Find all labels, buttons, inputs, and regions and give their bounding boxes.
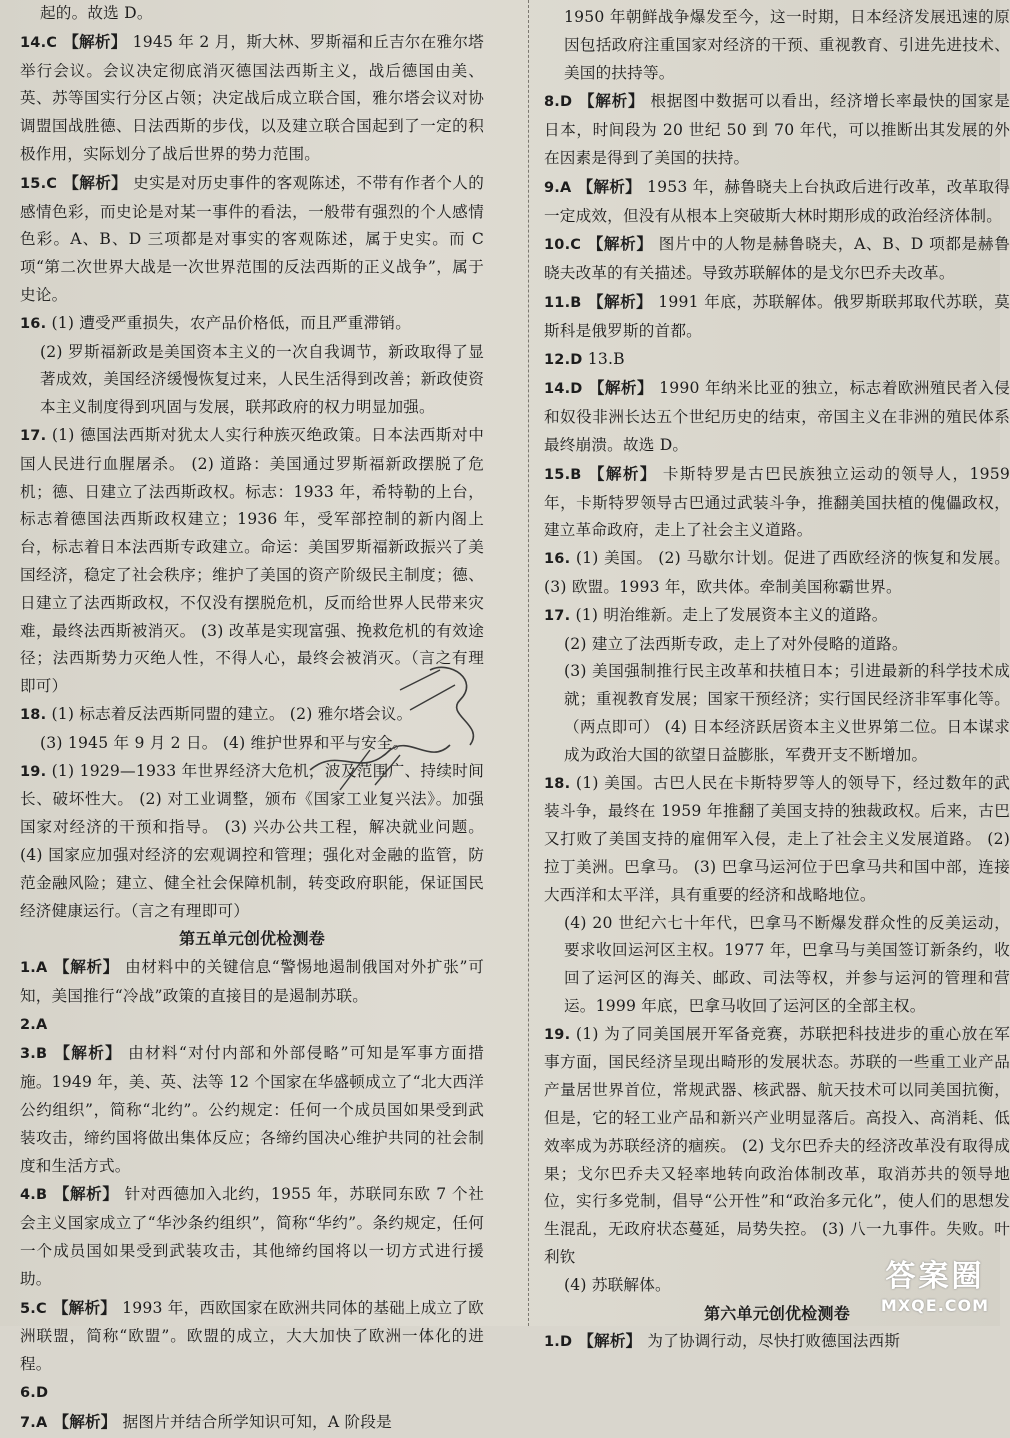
- answer-number: 19.: [544, 1026, 571, 1043]
- answer-item: [20, 953, 484, 1011]
- left-section-items: [20, 953, 484, 1438]
- answer-item: [544, 173, 1010, 231]
- answer-item: [544, 1327, 1010, 1357]
- answer-number: 5.C: [20, 1300, 47, 1317]
- right-column: [540, 0, 1010, 1357]
- answer-text: 1953 年，赫鲁晓夫上台执政后进行改革，改革取得一定成效，但没有从根本上突破斯大林时期形成的政治经济体制。: [544, 177, 1010, 225]
- answer-number: 9.A: [544, 179, 572, 196]
- answer-text: (1) 1929—1933 年世界经济大危机，波及范围广、持续时间长、破坏性大。 (2) 对工业调整，颁布《国家工业复兴法》。加强国家对经济的干预和指导。 (3) 兴办公共工程，解决就业问题。 (4) 国家应加强对经济的宏观调控和管理；强化对金融的监管，防范金融风险；建立、健全社会保障机制，转变政府职能，保证国民经济健康运行。（言之有理即可）: [20, 761, 484, 920]
- answer-text: (1) 美国。古巴人民在卡斯特罗等人的领导下，经过数年的武装斗争，最终在 1959 年推翻了美国支持的独裁政权。后来，古巴又打败了美国支持的雇佣军入侵，走上了社会主义发展道路。 (2) 拉丁美洲。巴拿马。 (3) 巴拿马运河位于巴拿马共和国中部，连接大西洋和太平洋，具有重要的经济和战略地位。: [544, 773, 1010, 904]
- answer-subpart: (2) 罗斯福新政是美国资本主义的一次自我调节，新政取得了显著成效，美国经济缓慢恢复过来，人民生活得到改善；新政使资本主义制度得到巩固与发展，联邦政府的权力明显加强。: [40, 342, 484, 417]
- answer-item: [20, 310, 484, 339]
- answer-number: 15.B: [544, 466, 582, 483]
- analysis-tag: 【解析】: [578, 91, 645, 111]
- answer-text: 为了协调行动，尽快打败德国法西斯: [647, 1332, 901, 1351]
- right-intro-line: 1950 年朝鲜战争爆发至今，这一时期，日本经济发展迅速的原因包括政府注重国家对经济的干预、重视教育、引进先进技术、美国的扶持等。: [564, 8, 1010, 82]
- analysis-tag: 【解析】: [587, 463, 657, 483]
- answer-number: 2.A: [20, 1016, 48, 1033]
- answer-item: [20, 1039, 484, 1180]
- answer-item: [544, 770, 1010, 910]
- analysis-tag: 【解析】: [53, 1411, 117, 1431]
- analysis-tag: 【解析】: [53, 1043, 123, 1063]
- answer-text: 1993 年，西欧国家在欧洲共同体的基础上成立了欧洲联盟，简称“欧盟”。欧盟的成立，大大加快了欧洲一体化的进程。: [20, 1298, 484, 1374]
- answer-item: [544, 602, 1010, 631]
- answer-text: 1990 年纳米比亚的独立，标志着欧洲殖民者入侵和奴役非洲长达五个世纪历史的结束，帝国主义在非洲的殖民体系最终崩溃。故选 D。: [544, 379, 1010, 454]
- answer-number: 16.: [20, 315, 47, 332]
- answer-item: [20, 1408, 484, 1438]
- site-watermark: [876, 1258, 994, 1322]
- analysis-tag: 【解析】: [588, 378, 654, 398]
- pencil-scribble: [280, 650, 520, 800]
- answer-item: [544, 87, 1010, 172]
- answer-subpart: (3) 1945 年 9 月 2 日。 (4) 维护世界和平与安全。: [40, 733, 409, 752]
- answer-text: (1) 标志着反法西斯同盟的建立。 (2) 雅尔塔会议。: [51, 704, 413, 723]
- answer-item: [20, 169, 484, 310]
- answer-number: 14.C: [20, 34, 58, 51]
- answer-number: 3.B: [20, 1046, 48, 1063]
- answer-number: 8.D: [544, 94, 573, 111]
- answer-item: [20, 1180, 484, 1293]
- answer-subpart: (4) 苏联解体。: [564, 1275, 671, 1294]
- answer-item: [544, 288, 1010, 346]
- answer-text: 1945 年 2 月，斯大林、罗斯福和丘吉尔在雅尔塔举行会议。会议决定彻底消灭德国法西斯主义，战后德国由美、英、苏等国实行分区占领；决定战后成立联合国，雅尔塔会议对协调盟国战胜德、日法西斯的步伐，以及建立联合国起到了一定的积极作用，实际划分了战后世界的势力范围。: [20, 32, 484, 163]
- analysis-tag: 【解析】: [53, 957, 120, 977]
- analysis-tag: 【解析】: [63, 31, 127, 51]
- section-title-unit-6: 第六单元创优检测卷: [704, 1303, 850, 1323]
- answer-number: 15.C: [20, 175, 58, 192]
- section-title-unit-5: 第五单元创优检测卷: [179, 929, 325, 949]
- answer-item: [544, 374, 1010, 459]
- answer-number: 19.: [20, 763, 47, 780]
- answer-subpart: (3) 美国强制推行民主改革和扶植日本；引进最新的科学技术成就；重视教育发展；国家干预经济；实行国民经济非军事化等。（两点即可） (4) 日本经济跃居资本主义世界第二位。日本谋求成为政治大国的欲望日益膨胀，军费开支不断增加。: [564, 662, 1010, 764]
- answer-item: [544, 545, 1010, 602]
- answer-number: 4.B: [20, 1187, 48, 1204]
- answer-item: [20, 28, 484, 169]
- answer-number: 12.D: [544, 351, 583, 368]
- answer-subpart: (4) 20 世纪六七十年代，巴拿马不断爆发群众性的反美运动，要求收回运河区主权。1977 年，巴拿马与美国签订新条约，收回了运河区的海关、邮政、司法等权，并参与运河的管理和营运。1999 年底，巴拿马收回了运河区的全部主权。: [564, 913, 1010, 1015]
- answer-item: [20, 1379, 484, 1408]
- answer-number: 6.D: [20, 1385, 49, 1402]
- analysis-tag: 【解析】: [53, 1184, 119, 1204]
- answer-text: 针对西德加入北约，1955 年，苏联同东欧 7 个社会主义国家成立了“华沙条约组织”，简称“华约”。条约规定，任何一个成员国如果受到武装攻击，其他缔约国将以一切方式进行援助。: [20, 1185, 484, 1288]
- analysis-tag: 【解析】: [63, 172, 128, 192]
- answer-text: 1991 年底，苏联解体。俄罗斯联邦取代苏联，莫斯科是俄罗斯的首都。: [544, 292, 1010, 340]
- answer-number: 1.D: [544, 1334, 573, 1351]
- right-items: [544, 87, 1010, 1299]
- answer-item: [544, 346, 1010, 375]
- answer-text: (1) 美国。 (2) 马歇尔计划。促进了西欧经济的恢复和发展。 (3) 欧盟。1993 年，欧共体。牵制美国称霸世界。: [544, 549, 1010, 596]
- answer-text: (1) 明治维新。走上了发展资本主义的道路。: [575, 605, 888, 624]
- answer-number: 10.C: [544, 237, 582, 254]
- answer-text: (1) 遭受严重损失，农产品价格低，而且严重滞销。: [51, 313, 411, 332]
- right-section-items: [544, 1327, 1010, 1357]
- left-intro-line: 起的。故选 D。: [40, 4, 153, 22]
- answer-number: 18.: [544, 775, 571, 792]
- watermark-logo-text: 答案圈: [885, 1259, 985, 1294]
- analysis-tag: 【解析】: [578, 1331, 642, 1351]
- answer-text: 史实是对历史事件的客观陈述，不带有作者个人的感情色彩，而史论是对某一事件的看法，一般带有强烈的个人感情色彩。A、B、D 三项都是对事实的客观陈述，属于史实。而 C 项“第二次世界大战是一次世界范围的反法西斯的正义战争”，属于史论。: [20, 173, 484, 304]
- answer-text: 图片中的人物是赫鲁晓夫，A、B、D 项都是赫鲁晓夫改革的有关描述。导致苏联解体的是戈尔巴乔夫改革。: [544, 235, 1010, 283]
- column-divider: [528, 0, 530, 1326]
- answer-number: 17.: [20, 427, 47, 444]
- answer-text: (1) 为了同美国展开军备竞赛，苏联把科技进步的重心放在军事方面，国民经济呈现出畸形的发展状态。苏联的一些重工业产品产量居世界首位，常规武器、核武器、航天技术可以同美国抗衡，但是，它的轻工业产品和新兴产业明显落后。高投入、高消耗、低效率成为苏联经济的痼疾。 (2) 戈尔巴乔夫的经济改革没有取得成果；戈尔巴乔夫又轻率地转向政治体制改革，取消苏共的领导地位，实行多党制，倡导“公开性”和“政治多元化”，使人们的思想发生混乱，无政府状态蔓延，局势失控。 (3) 八一九事件。失败。叶利钦: [544, 1024, 1010, 1267]
- answer-number: 7.A: [20, 1414, 48, 1431]
- analysis-tag: 【解析】: [52, 1297, 117, 1317]
- analysis-tag: 【解析】: [587, 234, 653, 254]
- answer-number: 1.A: [20, 960, 48, 977]
- answer-item: [20, 1294, 484, 1379]
- answer-subpart: (2) 建立了法西斯专政，走上了对外侵略的道路。: [564, 634, 908, 653]
- answer-text: 据图片并结合所学知识可知，A 阶段是: [122, 1412, 392, 1431]
- watermark-url: MXQE.COM: [880, 1296, 990, 1315]
- answer-text: 由材料“对付内部和外部侵略”可知是军事方面措施。1949 年，美、英、法等 12 个国家在华盛顿成立了“北大西洋公约组织”，简称“北约”。公约规定：任何一个成员国如果受到武装攻击，缔约国将做出集体反应；各缔约国决心维护共同的社会制度和生活方式。: [20, 1044, 484, 1175]
- answer-item: [20, 1011, 484, 1040]
- answer-text: 13.B: [587, 349, 625, 368]
- answer-item: [544, 1021, 1010, 1272]
- answer-text: (1) 德国法西斯对犹太人实行种族灭绝政策。日本法西斯对中国人民进行血腥屠杀。 (2) 道路：美国通过罗斯福新政摆脱了危机；德、日建立了法西斯政权。标志：1933 年，希特勒的上台，标志着德国法西斯政权建立；1936 年，受军部控制的新内阁上台，标志着日本法西斯专政建立。命运：美国罗斯福新政振兴了美国经济，稳定了社会秩序；维护了美国的资产阶级民主制度；德、日建立了法西斯政权，不仅没有摆脱危机，反而给世界人民带来灾难，最终法西斯被消灭。 (3) 改革是实现富强、挽救危机的有效途径；法西斯势力灭绝人性，不得人心，最终会被消灭。（言之有理即可）: [20, 425, 484, 696]
- answer-number: 14.D: [544, 381, 583, 398]
- answer-item: [544, 460, 1010, 545]
- answer-text: 由材料中的关键信息“警惕地遏制俄国对外扩张”可知，美国推行“冷战”政策的直接目的是遏制苏联。: [20, 958, 484, 1005]
- analysis-tag: 【解析】: [577, 176, 641, 196]
- analysis-tag: 【解析】: [587, 291, 653, 311]
- answer-number: 17.: [544, 607, 571, 624]
- answer-text: 卡斯特罗是古巴民族独立运动的领导人，1959 年，卡斯特罗领导古巴通过武装斗争，推翻美国扶植的傀儡政权，建立革命政府，走上了社会主义道路。: [544, 464, 1010, 540]
- answer-text: 根据图中数据可以看出，经济增长率最快的国家是日本，时间段为 20 世纪 50 到 70 年代，可以推断出其发展的外在因素是得到了美国的扶持。: [544, 92, 1010, 167]
- answer-item: [544, 230, 1010, 288]
- answer-number: 16.: [544, 551, 571, 568]
- answer-number: 18.: [20, 706, 47, 723]
- answer-number: 11.B: [544, 294, 582, 311]
